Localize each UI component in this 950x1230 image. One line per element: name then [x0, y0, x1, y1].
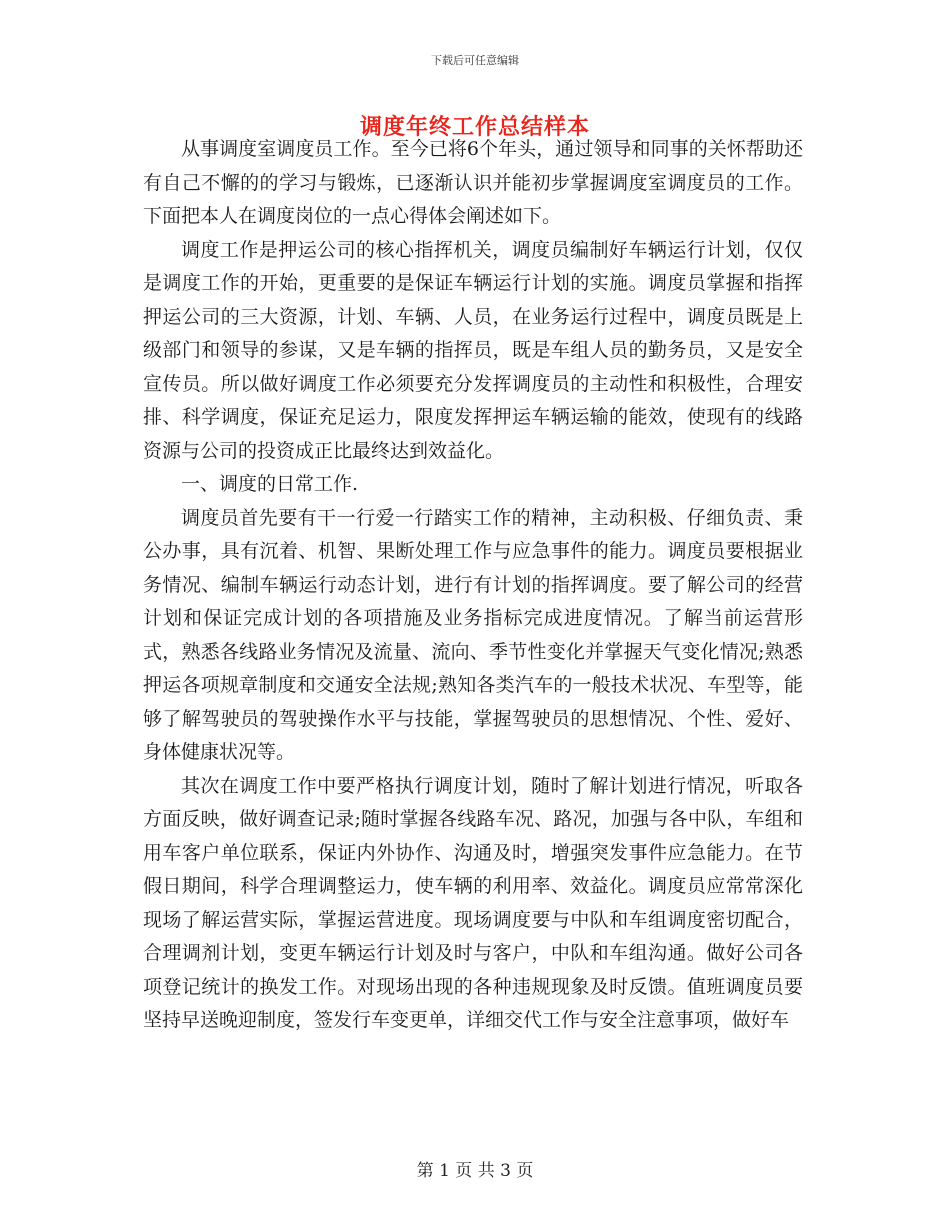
- document-body: [143, 133, 803, 1038]
- page-header-note: 下载后可任意编辑: [431, 54, 519, 67]
- document-title: 调度年终工作总结样本: [359, 114, 590, 140]
- paragraph-intro: 从事调度室调度员工作。至今已将6个年头，通过领导和同事的关怀帮助还有自己不懈的的学习与锻炼，已逐渐认识并能初步掌握调度室调度员的工作。下面把本人在调度岗位的一点心得体会阐述如下。: [143, 138, 803, 227]
- paragraph-role: 调度工作是押运公司的核心指挥机关，调度员编制好车辆运行计划，仅仅是调度工作的开始，更重要的是保证车辆运行计划的实施。调度员掌握和指挥押运公司的三大资源，计划、车辆、人员，在业务运行过程中，调度员既是上级部门和领导的参谋，又是车辆的指挥员，既是车组人员的勤务员，又是安全宣传员。所以做好调度工作必须要充分发挥调度员的主动性和积极性，合理安排、科学调度，保证充足运力，限度发挥押运车辆运输的能效，使现有的线路资源与公司的投资成正比最终达到效益化。: [143, 238, 803, 462]
- paragraph-plan-execution: 其次在调度工作中要严格执行调度计划，随时了解计划进行情况，听取各方面反映，做好调查记录;随时掌握各线路车况、路况，加强与各中队，车组和用车客户单位联系，保证内外协作、沟通及时，增强突发事件应急能力。在节假日期间，科学合理调整运力，使车辆的利用率、效益化。调度员应常常深化现场了解运营实际，掌握运营进度。现场调度要与中队和车组调度密切配合，合理调剂计划，变更车辆运行计划及时与客户，中队和车组沟通。做好公司各项登记统计的换发工作。对现场出现的各种违规现象及时反馈。值班调度员要坚持早送晚迎制度，签发行车变更单，详细交代工作与安全注意事项，做好车: [143, 774, 803, 1031]
- page-number: 第 1 页 共 3 页: [416, 1161, 534, 1181]
- paragraph-daily-work: 调度员首先要有干一行爱一行踏实工作的精神，主动积极、仔细负责、秉公办事，具有沉着、机智、果断处理工作与应急事件的能力。调度员要根据业务情况、编制车辆运行动态计划，进行有计划的指挥调度。要了解公司的经营计划和保证完成计划的各项措施及业务指标完成进度情况。了解当前运营形式，熟悉各线路业务情况及流量、流向、季节性变化并掌握天气变化情况;熟悉押运各项规章制度和交通安全法规;熟知各类汽车的一般技术状况、车型等，能够了解驾驶员的驾驶操作水平与技能，掌握驾驶员的思想情况、个性、爱好、身体健康状况等。: [143, 506, 803, 763]
- section-heading-daily-work: 一、调度的日常工作.: [181, 473, 359, 495]
